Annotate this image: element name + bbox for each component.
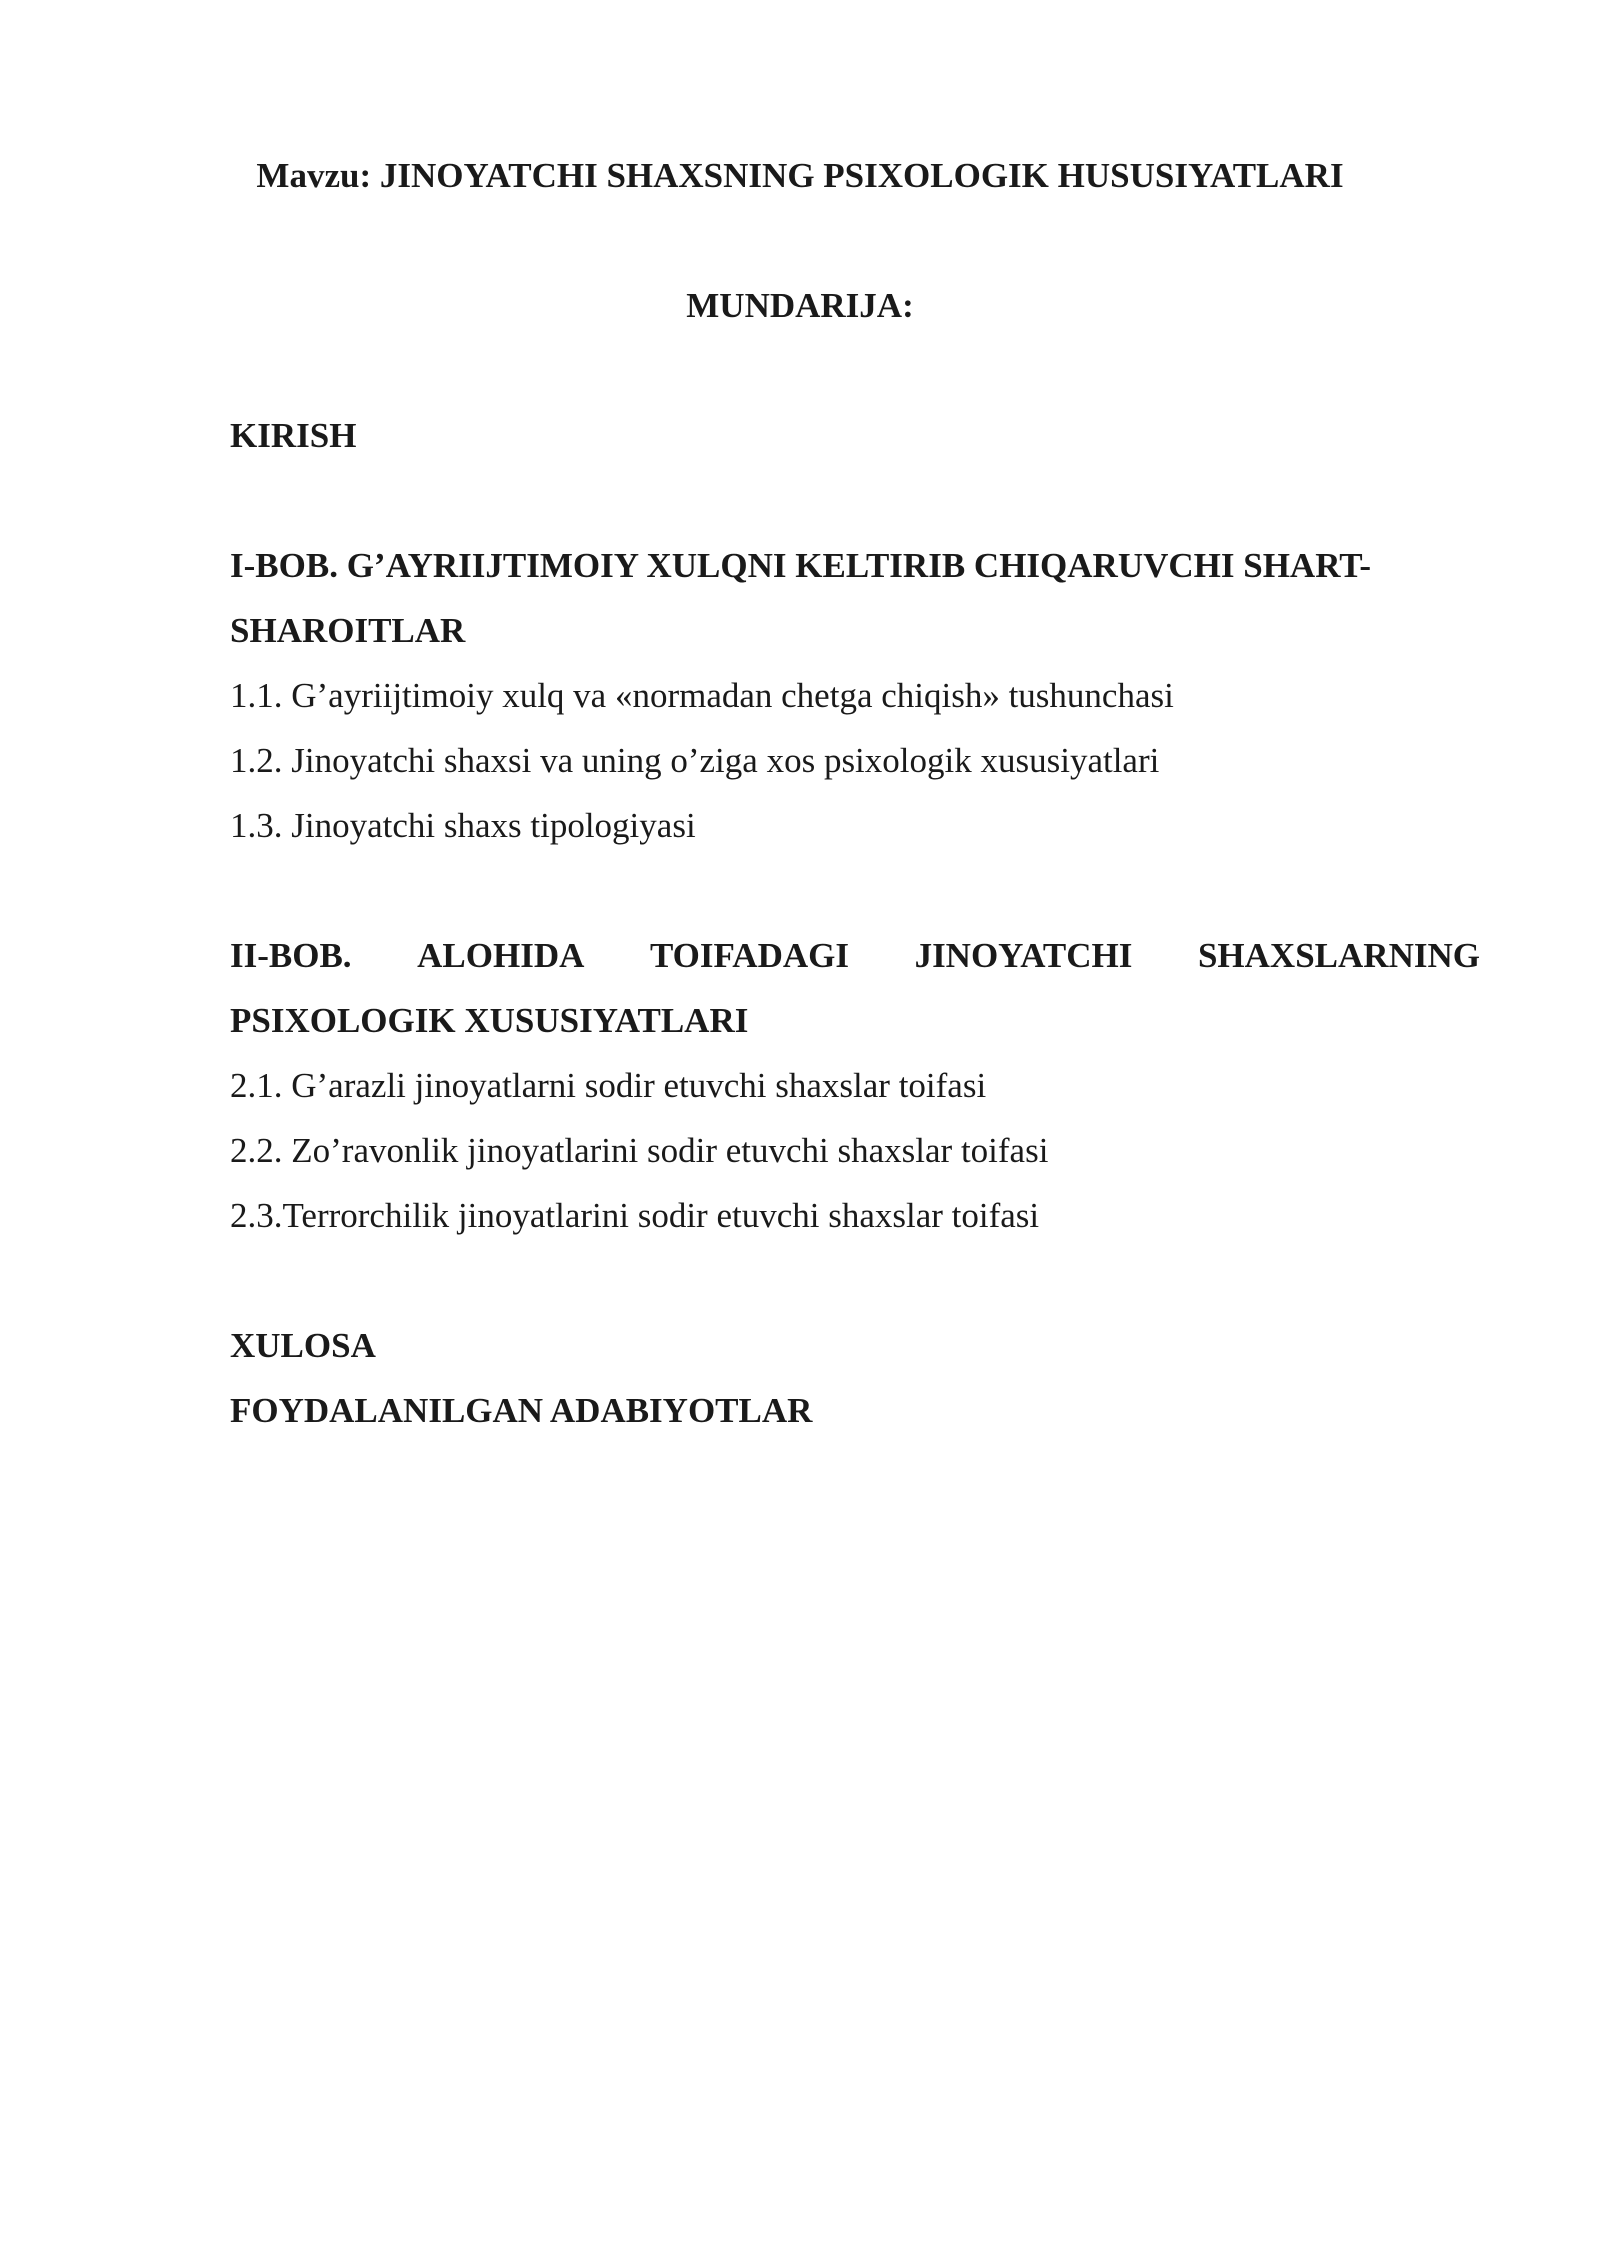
toc-chapter2-heading-line1 <box>230 934 1480 978</box>
chapter2-heading-word: SHAXSLARNING <box>1197 936 1480 975</box>
toc-chapter2-heading-line2: PSIXOLOGIK XUSUSIYATLARI <box>230 1001 749 1040</box>
toc-chapter1-heading-line1: I-BOB. G’AYRIIJTIMOIY XULQNI KELTIRIB CHIQARUVCHI SHART- <box>230 546 1372 585</box>
toc-entry-conclusion: XULOSA <box>230 1326 376 1365</box>
chapter2-heading-word: II-BOB. <box>230 936 352 975</box>
toc-chapter1-heading-line2: SHAROITLAR <box>230 611 466 650</box>
toc-entry-references: FOYDALANILGAN ADABIYOTLAR <box>230 1391 813 1430</box>
chapter2-heading-word: ALOHIDA <box>417 936 585 975</box>
contents-heading: MUNDARIJA: <box>686 286 914 325</box>
toc-section-2-3: 2.3.Terrorchilik jinoyatlarini sodir etuvchi shaxslar toifasi <box>230 1196 1040 1235</box>
toc-section-1-3: 1.3. Jinoyatchi shaxs tipologiyasi <box>230 806 696 845</box>
toc-section-2-2: 2.2. Zo’ravonlik jinoyatlarini sodir etuvchi shaxslar toifasi <box>230 1131 1049 1170</box>
toc-entry-intro: KIRISH <box>230 416 357 455</box>
toc-section-1-1: 1.1. G’ayriijtimoiy xulq va «normadan chetga chiqish» tushunchasi <box>230 676 1174 715</box>
toc-section-1-2: 1.2. Jinoyatchi shaxsi va uning o’ziga xos psixologik xususiyatlari <box>230 741 1160 780</box>
chapter2-heading-word: TOIFADAGI <box>649 936 849 975</box>
document-title: Mavzu: JINOYATCHI SHAXSNING PSIXOLOGIK HUSUSIYATLARI <box>256 156 1344 195</box>
toc-section-2-1: 2.1. G’arazli jinoyatlarni sodir etuvchi shaxslar toifasi <box>230 1066 987 1105</box>
chapter2-heading-word: JINOYATCHI <box>914 936 1133 975</box>
